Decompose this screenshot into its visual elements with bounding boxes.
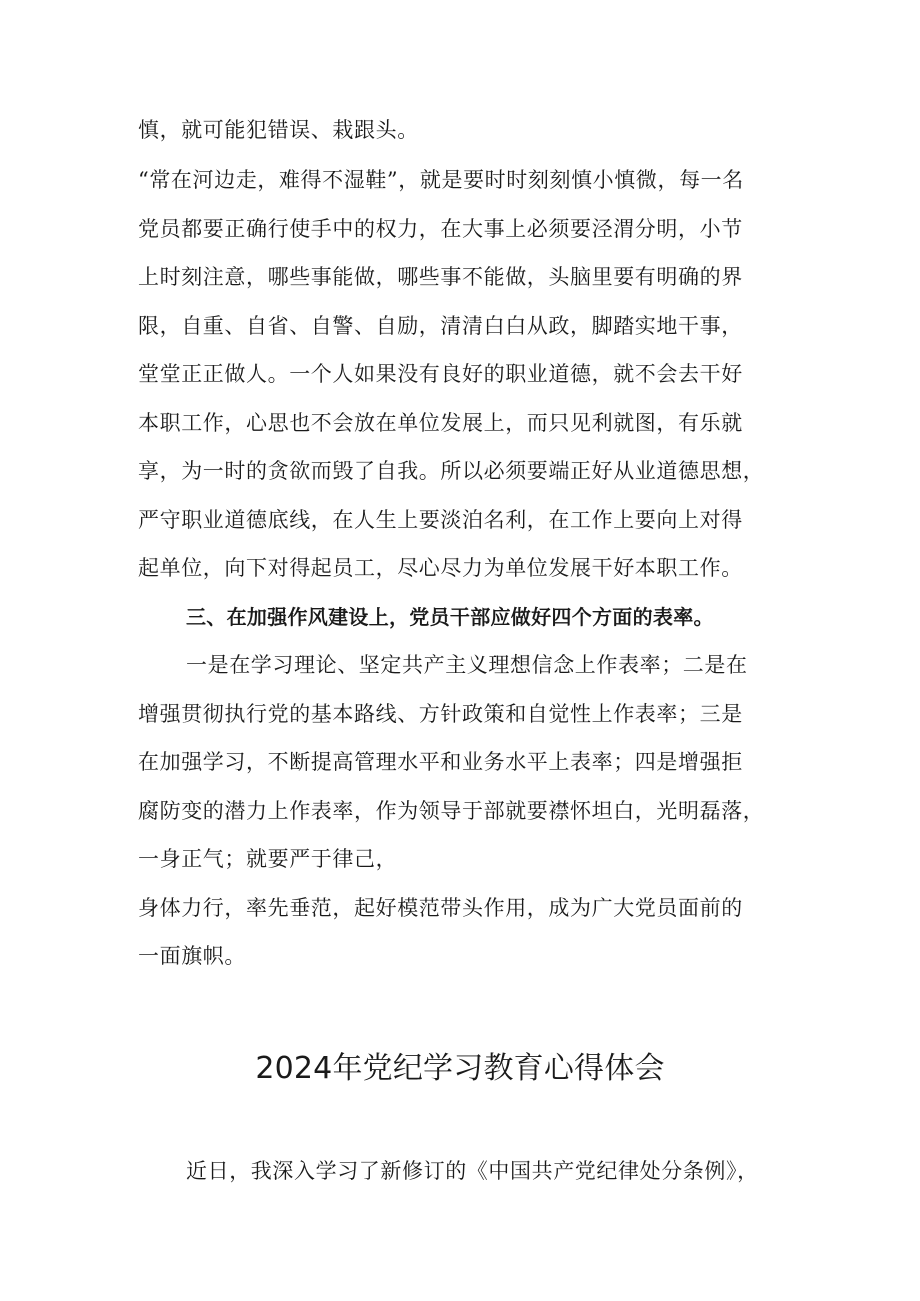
section-heading: 三、在加强作风建设上，党员干部应做好四个方面的表率。 (186, 605, 714, 629)
paragraph-line: 党员都要正确行使手中的权力，在大事上必须要泾渭分明，小节 (138, 217, 743, 241)
paragraph-line: “常在河边走，难得不湿鞋”，就是要时时刻刻慎小慎微，每一名 (138, 168, 744, 192)
paragraph-line: 一身正气；就要严于律己， (138, 847, 398, 871)
paragraph-line: 上时刻注意，哪些事能做，哪些事不能做，头脑里要有明确的界 (138, 265, 743, 289)
paragraph-line: 慎，就可能犯错误、栽跟头。 (138, 118, 419, 142)
paragraph-line: 限，自重、自省、自警、自励，清清白白从政，脚踏实地干事， (138, 314, 743, 338)
paragraph-line: 严守职业道德底线，在人生上要淡泊名利，在工作上要向上对得 (138, 508, 743, 532)
paragraph-line: 享，为一时的贪欲而毁了自我。所以必须要端正好从业道德思想， (138, 459, 765, 483)
paragraph-line: 身体力行，率先垂范，起好模范带头作用，成为广大党员面前的 (138, 896, 743, 920)
paragraph-line: 近日，我深入学习了新修订的《中国共产党纪律处分条例》， (186, 1159, 759, 1183)
paragraph-line: 堂堂正正做人。一个人如果没有良好的职业道德，就不会去干好 (138, 362, 743, 386)
paragraph-line: 本职工作，心思也不会放在单位发展上，而只见利就图，有乐就 (138, 411, 743, 435)
paragraph-line: 腐防变的潜力上作表率，作为领导于部就要襟怀坦白，光明磊落， (138, 799, 765, 823)
paragraph-line: 一是在学习理论、坚定共产主义理想信念上作表率；二是在 (186, 653, 748, 677)
document-title: 2024年党纪学习教育心得体会 (255, 1051, 665, 1086)
paragraph-line: 增强贯彻执行党的基本路线、方针政策和自觉性上作表率；三是 (138, 702, 743, 726)
paragraph-line: 一面旗帜。 (138, 944, 246, 968)
paragraph-line: 起单位，向下对得起员工，尽心尽力为单位发展干好本职工作。 (138, 556, 743, 580)
paragraph-line: 在加强学习，不断提高管理水平和业务水平上表率；四是增强拒 (138, 750, 743, 774)
